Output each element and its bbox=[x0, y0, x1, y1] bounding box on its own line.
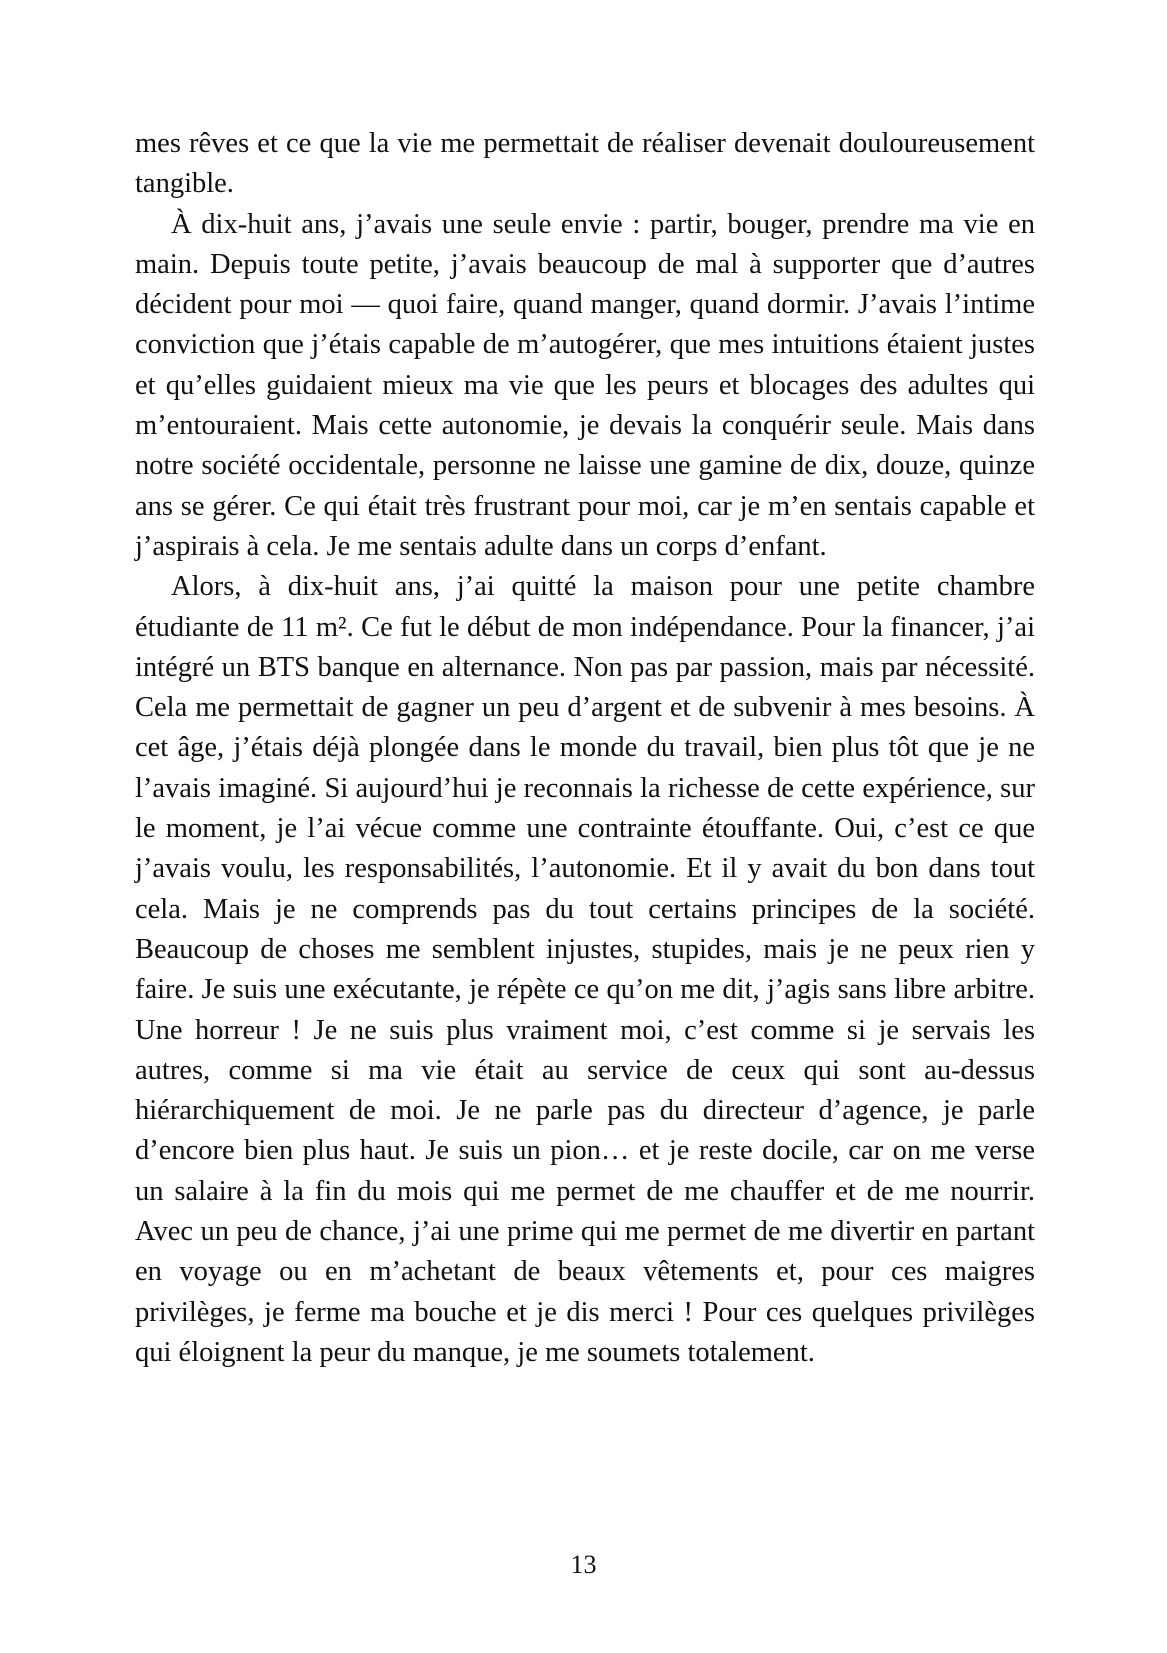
paragraph: Alors, à dix-huit ans, j’ai quitté la maison pour une petite chambre étudiante de 11 m². Ce fut le début de mon indépendance. Pour la financer, j’ai intégré un BTS banque en alternance. Non pas par passion, mais par nécessité. Cela me permettait de gagner un peu d’argent et de subvenir à mes besoins. À cet âge, j’étais déjà plongée dans le monde du travail, bien plus tôt que je ne l’avais imaginé. Si aujourd’hui je reconnais la richesse de cette expérience, sur le moment, je l’ai vécue comme une contrainte étouffante. Oui, c’est ce que j’avais voulu, les responsabilités, l’autonomie. Et il y avait du bon dans tout cela. Mais je ne comprends pas du tout certains principes de la société. Beaucoup de choses me semblent injustes, stupides, mais je ne peux rien y faire. Je suis une exécutante, je répète ce qu’on me dit, j’agis sans libre arbitre. Une horreur ! Je ne suis plus vraiment moi, c’est comme si je servais les autres, comme si ma vie était au service de ceux qui sont au-dessus hiérarchiquement de moi. Je ne parle pas du directeur d’agence, je parle d’encore bien plus haut. Je suis un pion… et je reste docile, car on me verse un salaire à la fin du mois qui me permet de me chauffer et de me nourrir. Avec un peu de chance, j’ai une prime qui me permet de me divertir en partant en voyage ou en m’achetant de beaux vêtements et, pour ces maigres privilèges, je ferme ma bouche et je dis merci ! Pour ces quelques privilèges qui éloignent la peur du manque, je me soumets totalement. bbox=[135, 571, 1035, 1368]
paragraph: À dix-huit ans, j’avais une seule envie : partir, bouger, prendre ma vie en main. Depuis toute petite, j’avais beaucoup de mal à supporter que d’autres décident pour moi — quoi faire, quand manger, quand dormir. J’avais l’intime conviction que j’étais capable de m’autogérer, que mes intuitions étaient justes et qu’elles guidaient mieux ma vie que les peurs et blocages des adultes qui m’entouraient. Mais cette autonomie, je devais la conquérir seule. Mais dans notre société occidentale, personne ne laisse une gamine de dix, douze, quinze ans se gérer. Ce qui était très frustrant pour moi, car je m’en sentais capable et j’aspirais à cela. Je me sentais adulte dans un corps d’enfant. bbox=[135, 208, 1035, 562]
page-number: 13 bbox=[570, 1550, 597, 1579]
page-body bbox=[135, 124, 1035, 1373]
paragraph-continued: mes rêves et ce que la vie me permettait de réaliser devenait douloureusement tangible. bbox=[135, 128, 1035, 200]
